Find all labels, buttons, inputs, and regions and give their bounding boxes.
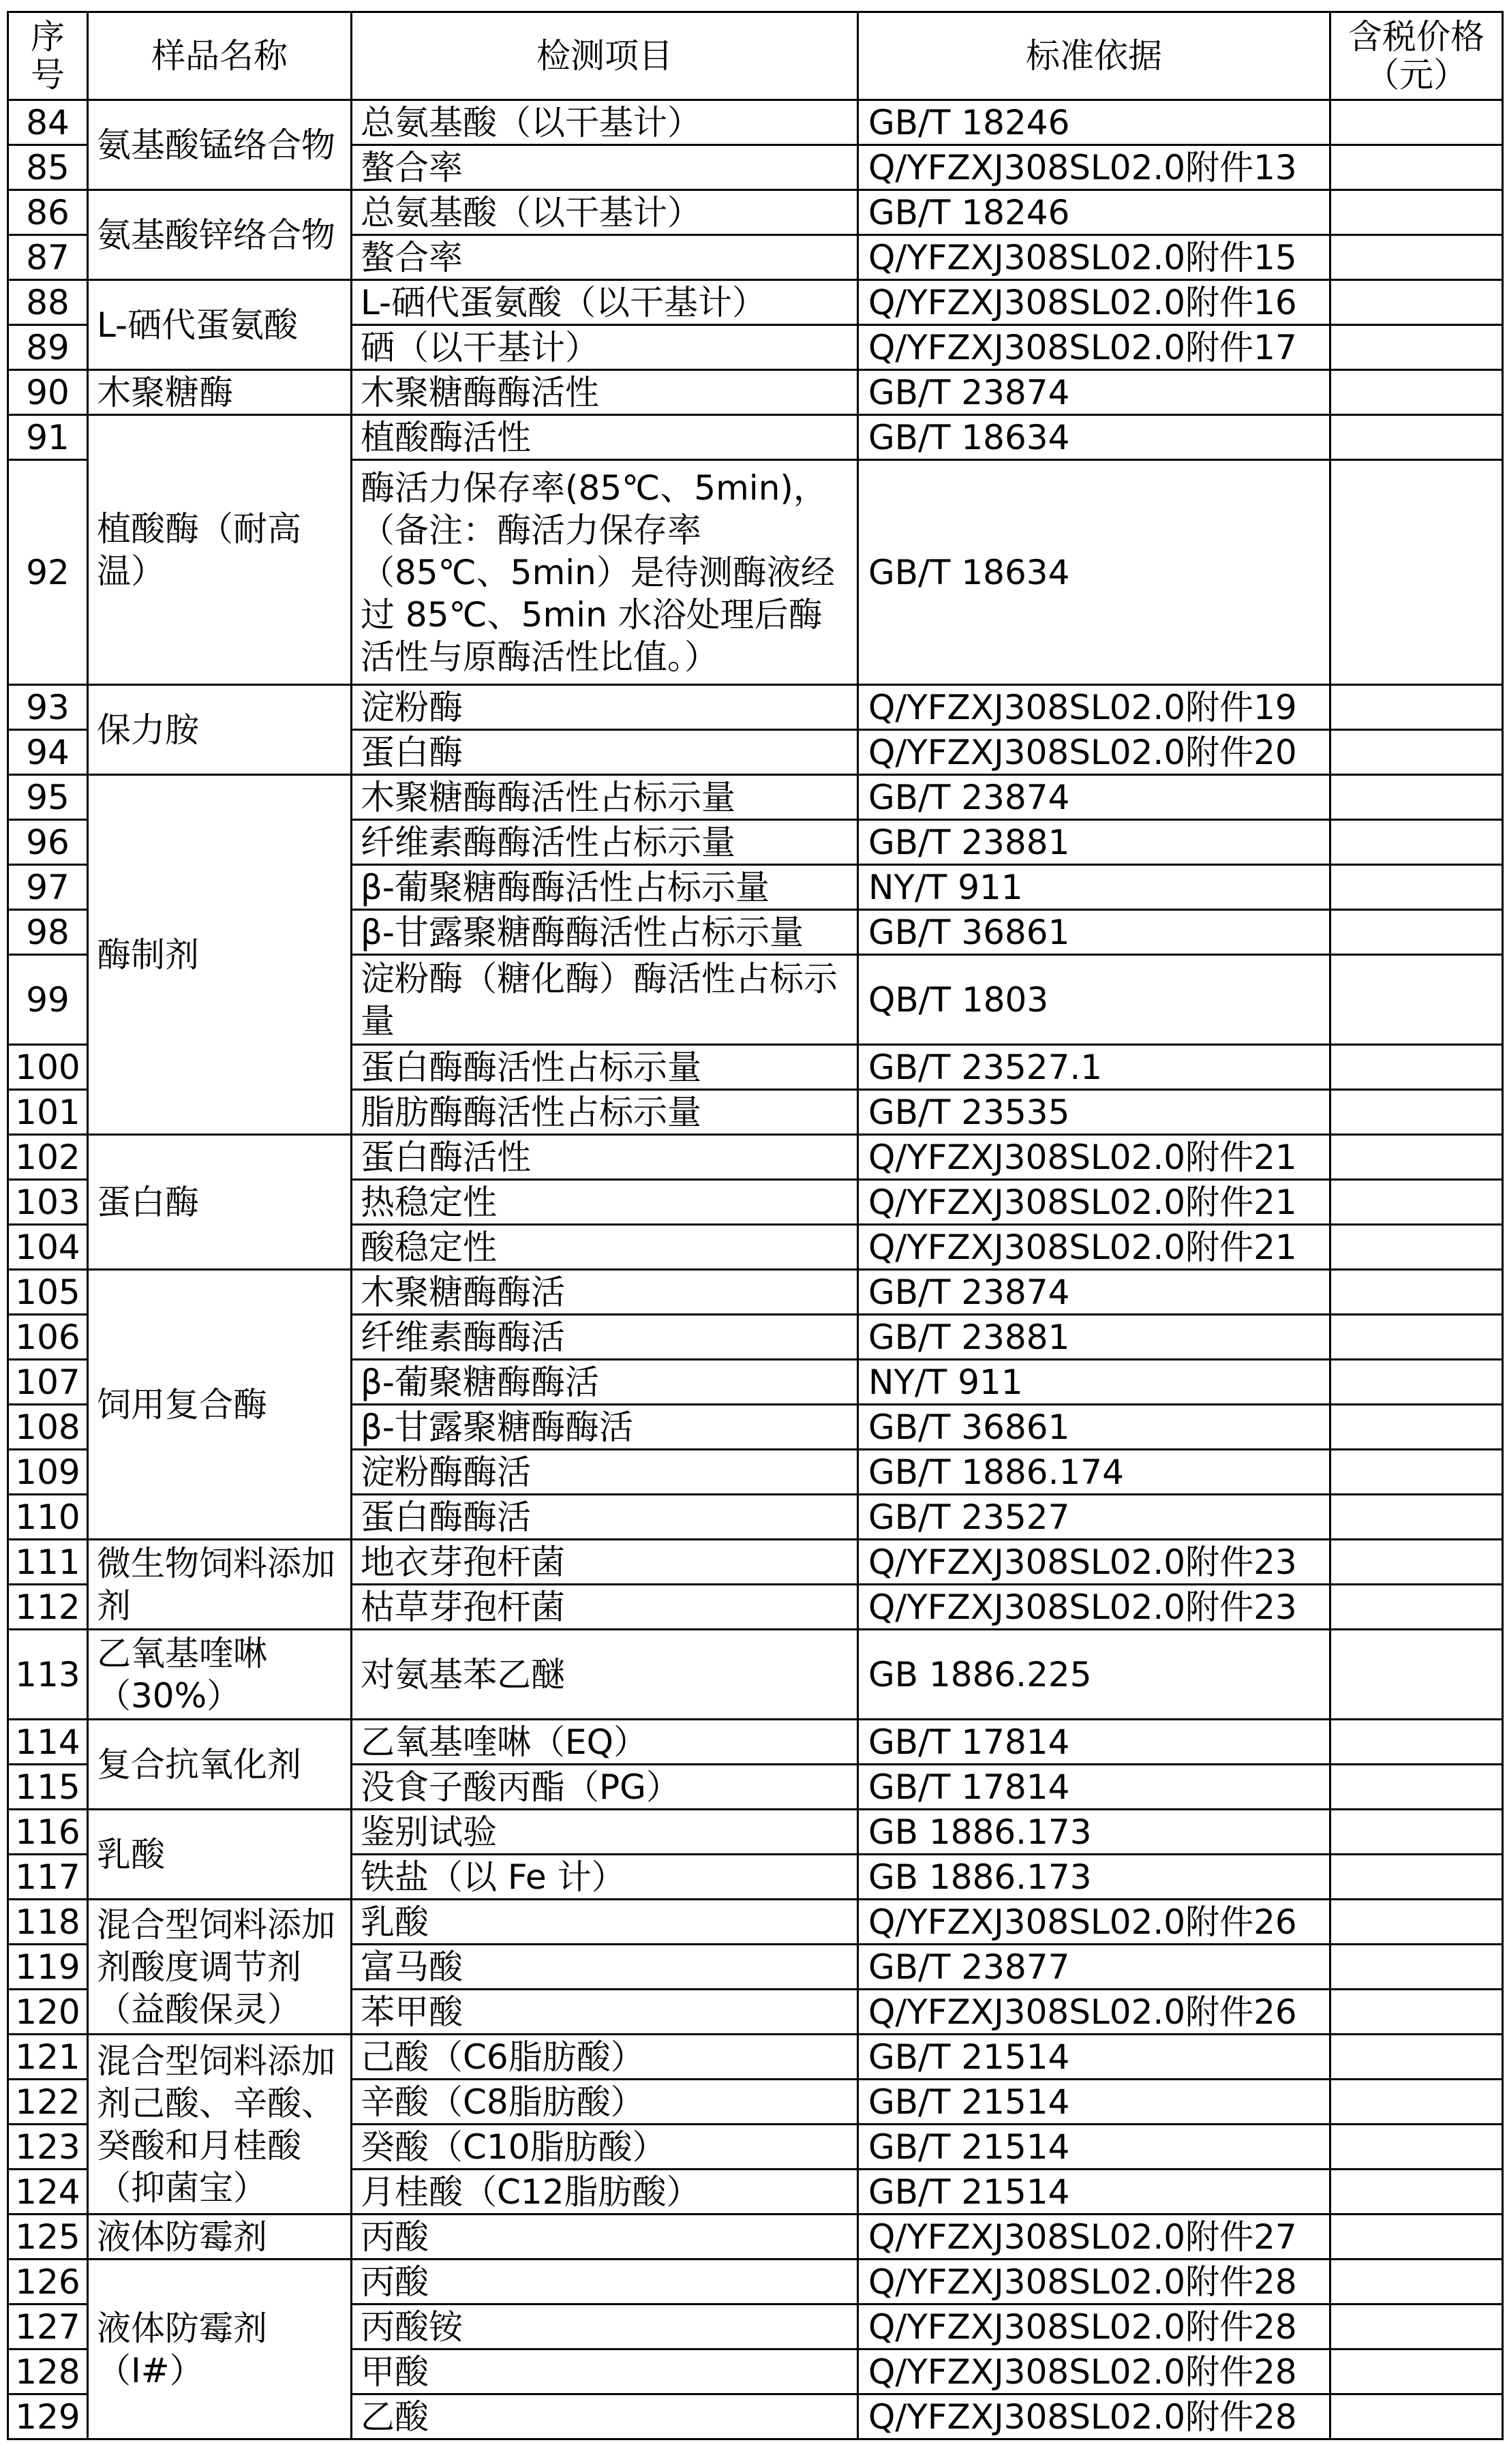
price-cell <box>1330 1360 1503 1405</box>
sample-name: 液体防霉剂 <box>88 2215 352 2260</box>
row-no: 104 <box>8 1225 88 1270</box>
price-cell <box>1330 1855 1503 1900</box>
standard: GB/T 17814 <box>858 1765 1330 1810</box>
price-cell <box>1330 910 1503 955</box>
standard: NY/T 911 <box>858 1360 1330 1405</box>
row-no: 102 <box>8 1135 88 1180</box>
price-cell <box>1330 1045 1503 1090</box>
row-no: 117 <box>8 1855 88 1900</box>
test-item: 热稳定性 <box>352 1180 858 1225</box>
standard: Q/YFZXJ308SL02.0附件21 <box>858 1180 1330 1225</box>
sample-name: 氨基酸锌络合物 <box>88 190 352 280</box>
standard: GB/T 18634 <box>858 415 1330 460</box>
price-cell <box>1330 1270 1503 1315</box>
standard: Q/YFZXJ308SL02.0附件23 <box>858 1585 1330 1630</box>
price-cell <box>1330 2035 1503 2080</box>
test-item: β-葡聚糖酶酶活性占标示量 <box>352 865 858 910</box>
standard: Q/YFZXJ308SL02.0附件28 <box>858 2260 1330 2305</box>
test-item: 硒（以干基计） <box>352 325 858 370</box>
row-no: 115 <box>8 1765 88 1810</box>
row-no: 92 <box>8 460 88 685</box>
row-no: 126 <box>8 2260 88 2305</box>
row-no: 128 <box>8 2349 88 2394</box>
row-no: 111 <box>8 1540 88 1585</box>
header-test-item: 检测项目 <box>352 12 858 100</box>
standard: Q/YFZXJ308SL02.0附件28 <box>858 2349 1330 2394</box>
test-item: 螯合率 <box>352 145 858 190</box>
price-cell <box>1330 1540 1503 1585</box>
row-no: 86 <box>8 190 88 235</box>
sample-name: 饲用复合酶 <box>88 1270 352 1540</box>
test-item: 乙酸 <box>352 2394 858 2439</box>
test-item: 鉴别试验 <box>352 1810 858 1855</box>
standard: GB/T 23881 <box>858 820 1330 865</box>
standard: Q/YFZXJ308SL02.0附件23 <box>858 1540 1330 1585</box>
test-item: 癸酸（C10脂肪酸） <box>352 2125 858 2170</box>
test-item: 己酸（C6脂肪酸） <box>352 2035 858 2080</box>
table-row <box>8 370 1503 415</box>
standard: GB/T 23527.1 <box>858 1045 1330 1090</box>
table-row <box>8 1810 1503 1855</box>
test-item: 蛋白酶酶活性占标示量 <box>352 1045 858 1090</box>
standard: GB/T 21514 <box>858 2080 1330 2125</box>
standard: GB/T 18246 <box>858 100 1330 145</box>
price-cell <box>1330 1090 1503 1135</box>
standard: Q/YFZXJ308SL02.0附件27 <box>858 2215 1330 2260</box>
price-cell <box>1330 820 1503 865</box>
price-cell <box>1330 235 1503 280</box>
price-cell <box>1330 1225 1503 1270</box>
standard: GB/T 18634 <box>858 460 1330 685</box>
row-no: 106 <box>8 1315 88 1360</box>
standard: GB/T 21514 <box>858 2125 1330 2170</box>
test-item: 丙酸 <box>352 2260 858 2305</box>
price-cell <box>1330 325 1503 370</box>
row-no: 91 <box>8 415 88 460</box>
test-item: 没食子酸丙酯（PG） <box>352 1765 858 1810</box>
test-item: 甲酸 <box>352 2349 858 2394</box>
sample-name: 液体防霉剂（I#） <box>88 2260 352 2439</box>
standard: Q/YFZXJ308SL02.0附件21 <box>858 1225 1330 1270</box>
standard: Q/YFZXJ308SL02.0附件28 <box>858 2394 1330 2439</box>
price-cell <box>1330 190 1503 235</box>
test-item: 地衣芽孢杆菌 <box>352 1540 858 1585</box>
header-price: 含税价格（元） <box>1330 12 1503 100</box>
row-no: 114 <box>8 1720 88 1765</box>
row-no: 121 <box>8 2035 88 2080</box>
price-cell <box>1330 1945 1503 1990</box>
row-no: 94 <box>8 730 88 775</box>
test-item: 纤维素酶酶活 <box>352 1315 858 1360</box>
price-cell <box>1330 1405 1503 1450</box>
row-no: 88 <box>8 280 88 325</box>
price-cell <box>1330 865 1503 910</box>
test-item: 蛋白酶活性 <box>352 1135 858 1180</box>
table-row <box>8 415 1503 460</box>
test-item: L-硒代蛋氨酸（以干基计） <box>352 280 858 325</box>
table-row <box>8 1720 1503 1765</box>
price-cell <box>1330 2394 1503 2439</box>
header-no: 序号 <box>8 12 88 100</box>
standard: GB/T 23881 <box>858 1315 1330 1360</box>
price-cell <box>1330 1990 1503 2035</box>
row-no: 112 <box>8 1585 88 1630</box>
test-item: 木聚糖酶酶活性占标示量 <box>352 775 858 820</box>
row-no: 103 <box>8 1180 88 1225</box>
row-no: 109 <box>8 1450 88 1495</box>
table-row <box>8 1270 1503 1315</box>
sample-name: L-硒代蛋氨酸 <box>88 280 352 370</box>
standard: NY/T 911 <box>858 865 1330 910</box>
test-item: 脂肪酶酶活性占标示量 <box>352 1090 858 1135</box>
sample-name: 复合抗氧化剂 <box>88 1720 352 1810</box>
table-row <box>8 2035 1503 2080</box>
standard: Q/YFZXJ308SL02.0附件15 <box>858 235 1330 280</box>
sample-name: 氨基酸锰络合物 <box>88 100 352 190</box>
row-no: 93 <box>8 685 88 730</box>
standard: GB 1886.173 <box>858 1810 1330 1855</box>
test-item: 螯合率 <box>352 235 858 280</box>
price-cell <box>1330 2305 1503 2349</box>
row-no: 127 <box>8 2305 88 2349</box>
price-cell <box>1330 370 1503 415</box>
price-cell <box>1330 1810 1503 1855</box>
price-cell <box>1330 1900 1503 1945</box>
standard: GB/T 36861 <box>858 910 1330 955</box>
test-item: β-甘露聚糖酶酶活性占标示量 <box>352 910 858 955</box>
header-sample-name: 样品名称 <box>88 12 352 100</box>
standard: GB/T 23527 <box>858 1495 1330 1540</box>
table-row <box>8 775 1503 820</box>
row-no: 123 <box>8 2125 88 2170</box>
sample-name: 混合型饲料添加剂己酸、辛酸、癸酸和月桂酸（抑菌宝） <box>88 2035 352 2215</box>
price-cell <box>1330 100 1503 145</box>
row-no: 116 <box>8 1810 88 1855</box>
row-no: 124 <box>8 2170 88 2215</box>
sample-name: 乙氧基喹啉（30%） <box>88 1630 352 1720</box>
standard: GB/T 23877 <box>858 1945 1330 1990</box>
price-cell <box>1330 685 1503 730</box>
table-header-row <box>8 12 1503 100</box>
price-cell <box>1330 2080 1503 2125</box>
row-no: 122 <box>8 2080 88 2125</box>
sample-name: 蛋白酶 <box>88 1135 352 1270</box>
test-item: 月桂酸（C12脂肪酸） <box>352 2170 858 2215</box>
row-no: 87 <box>8 235 88 280</box>
standard: GB/T 21514 <box>858 2035 1330 2080</box>
standard: GB 1886.173 <box>858 1855 1330 1900</box>
price-cell <box>1330 2260 1503 2305</box>
row-no: 118 <box>8 1900 88 1945</box>
row-no: 96 <box>8 820 88 865</box>
sample-name: 乳酸 <box>88 1810 352 1900</box>
test-price-table <box>7 11 1504 2440</box>
standard: Q/YFZXJ308SL02.0附件26 <box>858 1990 1330 2035</box>
table-row <box>8 1630 1503 1720</box>
sample-name: 植酸酶（耐高温） <box>88 415 352 685</box>
table-row <box>8 2260 1503 2305</box>
test-item: 植酸酶活性 <box>352 415 858 460</box>
test-item: 对氨基苯乙醚 <box>352 1630 858 1720</box>
price-cell <box>1330 2125 1503 2170</box>
test-item: 乙氧基喹啉（EQ） <box>352 1720 858 1765</box>
standard: Q/YFZXJ308SL02.0附件17 <box>858 325 1330 370</box>
test-item: 淀粉酶（糖化酶）酶活性占标示量 <box>352 955 858 1045</box>
price-cell <box>1330 1135 1503 1180</box>
price-cell <box>1330 415 1503 460</box>
standard: GB/T 17814 <box>858 1720 1330 1765</box>
test-item: 蛋白酶 <box>352 730 858 775</box>
standard: GB/T 1886.174 <box>858 1450 1330 1495</box>
row-no: 107 <box>8 1360 88 1405</box>
row-no: 97 <box>8 865 88 910</box>
sample-name: 微生物饲料添加剂 <box>88 1540 352 1630</box>
standard: GB/T 23874 <box>858 370 1330 415</box>
standard: Q/YFZXJ308SL02.0附件26 <box>858 1900 1330 1945</box>
price-cell <box>1330 2215 1503 2260</box>
row-no: 108 <box>8 1405 88 1450</box>
price-cell <box>1330 1765 1503 1810</box>
test-item: 淀粉酶 <box>352 685 858 730</box>
standard: QB/T 1803 <box>858 955 1330 1045</box>
table-row <box>8 1900 1503 1945</box>
standard: GB/T 18246 <box>858 190 1330 235</box>
row-no: 85 <box>8 145 88 190</box>
standard: Q/YFZXJ308SL02.0附件19 <box>858 685 1330 730</box>
test-item: 酸稳定性 <box>352 1225 858 1270</box>
price-cell <box>1330 1630 1503 1720</box>
test-item: 酶活力保存率(85℃、5min)，（备注：酶活力保存率（85℃、5min）是待测酶液经过 85℃、5min 水浴处理后酶活性与原酶活性比值。） <box>352 460 858 685</box>
price-cell <box>1330 145 1503 190</box>
price-cell <box>1330 1585 1503 1630</box>
test-item: 木聚糖酶酶活 <box>352 1270 858 1315</box>
test-item: 乳酸 <box>352 1900 858 1945</box>
standard: GB/T 23874 <box>858 1270 1330 1315</box>
row-no: 100 <box>8 1045 88 1090</box>
price-cell <box>1330 1315 1503 1360</box>
row-no: 90 <box>8 370 88 415</box>
standard: GB/T 23535 <box>858 1090 1330 1135</box>
standard: GB/T 36861 <box>858 1405 1330 1450</box>
price-cell <box>1330 280 1503 325</box>
sample-name: 酶制剂 <box>88 775 352 1135</box>
row-no: 105 <box>8 1270 88 1315</box>
table-row <box>8 685 1503 730</box>
row-no: 95 <box>8 775 88 820</box>
test-item: β-甘露聚糖酶酶活 <box>352 1405 858 1450</box>
price-cell <box>1330 1495 1503 1540</box>
sample-name: 混合型饲料添加剂酸度调节剂（益酸保灵） <box>88 1900 352 2035</box>
row-no: 84 <box>8 100 88 145</box>
price-cell <box>1330 955 1503 1045</box>
test-item: 枯草芽孢杆菌 <box>352 1585 858 1630</box>
price-cell <box>1330 1180 1503 1225</box>
table-row <box>8 2215 1503 2260</box>
test-item: 辛酸（C8脂肪酸） <box>352 2080 858 2125</box>
test-item: 丙酸铵 <box>352 2305 858 2349</box>
standard: GB 1886.225 <box>858 1630 1330 1720</box>
test-item: 淀粉酶酶活 <box>352 1450 858 1495</box>
sample-name: 木聚糖酶 <box>88 370 352 415</box>
row-no: 119 <box>8 1945 88 1990</box>
standard: GB/T 23874 <box>858 775 1330 820</box>
test-item: 蛋白酶酶活 <box>352 1495 858 1540</box>
row-no: 113 <box>8 1630 88 1720</box>
standard: Q/YFZXJ308SL02.0附件20 <box>858 730 1330 775</box>
test-item: 总氨基酸（以干基计） <box>352 190 858 235</box>
test-item: 富马酸 <box>352 1945 858 1990</box>
price-cell <box>1330 775 1503 820</box>
test-item: 丙酸 <box>352 2215 858 2260</box>
test-item: β-葡聚糖酶酶活 <box>352 1360 858 1405</box>
table-row <box>8 100 1503 145</box>
price-cell <box>1330 2170 1503 2215</box>
row-no: 129 <box>8 2394 88 2439</box>
row-no: 99 <box>8 955 88 1045</box>
test-item: 木聚糖酶酶活性 <box>352 370 858 415</box>
test-item: 苯甲酸 <box>352 1990 858 2035</box>
price-cell <box>1330 460 1503 685</box>
price-cell <box>1330 1720 1503 1765</box>
table-row <box>8 280 1503 325</box>
price-cell <box>1330 2349 1503 2394</box>
row-no: 110 <box>8 1495 88 1540</box>
table-row <box>8 1540 1503 1585</box>
price-cell <box>1330 1450 1503 1495</box>
row-no: 125 <box>8 2215 88 2260</box>
row-no: 89 <box>8 325 88 370</box>
standard: Q/YFZXJ308SL02.0附件21 <box>858 1135 1330 1180</box>
test-item: 总氨基酸（以干基计） <box>352 100 858 145</box>
row-no: 98 <box>8 910 88 955</box>
standard: GB/T 21514 <box>858 2170 1330 2215</box>
standard: Q/YFZXJ308SL02.0附件16 <box>858 280 1330 325</box>
test-item: 铁盐（以 Fe 计） <box>352 1855 858 1900</box>
row-no: 101 <box>8 1090 88 1135</box>
row-no: 120 <box>8 1990 88 2035</box>
header-standard: 标准依据 <box>858 12 1330 100</box>
price-cell <box>1330 730 1503 775</box>
test-item: 纤维素酶酶活性占标示量 <box>352 820 858 865</box>
standard: Q/YFZXJ308SL02.0附件28 <box>858 2305 1330 2349</box>
sample-name: 保力胺 <box>88 685 352 775</box>
table-row <box>8 190 1503 235</box>
table-row <box>8 1135 1503 1180</box>
standard: Q/YFZXJ308SL02.0附件13 <box>858 145 1330 190</box>
